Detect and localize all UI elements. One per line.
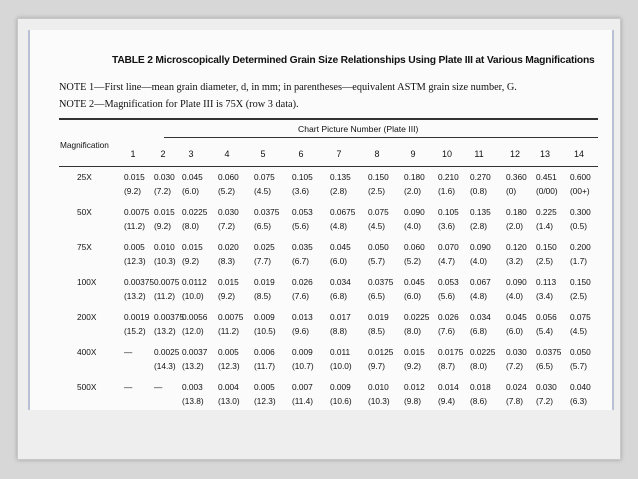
grain-diameter-cell: 0.180 — [506, 207, 527, 217]
grain-diameter-cell: 0.030 — [154, 172, 175, 182]
grain-diameter-cell: 0.0056 — [182, 312, 208, 322]
astm-number-cell: (15.2) — [124, 326, 146, 336]
grain-diameter-cell: 0.060 — [404, 242, 425, 252]
grain-diameter-cell: 0.075 — [570, 312, 591, 322]
column-number-10: 10 — [441, 149, 452, 159]
grain-diameter-cell: — — [154, 382, 163, 392]
astm-number-cell: (8.6) — [470, 396, 488, 406]
astm-number-cell: (9.2) — [154, 221, 172, 231]
column-number-8: 8 — [374, 149, 380, 159]
grain-diameter-cell: 0.030 — [218, 207, 239, 217]
grain-diameter-cell: 0.075 — [254, 172, 275, 182]
astm-number-cell: (8.7) — [438, 361, 456, 371]
astm-number-cell: (4.5) — [254, 186, 272, 196]
grain-diameter-cell: 0.015 — [218, 277, 239, 287]
astm-number-cell: (6.0) — [182, 186, 200, 196]
column-number-1: 1 — [130, 149, 136, 159]
astm-number-cell: (11.2) — [154, 291, 176, 301]
column-number-3: 3 — [188, 149, 194, 159]
astm-number-cell: (12.3) — [124, 256, 146, 266]
astm-number-cell: (4.0) — [506, 291, 524, 301]
grain-diameter-cell: 0.034 — [330, 277, 351, 287]
grain-diameter-cell: 0.0125 — [368, 347, 394, 357]
row-label-200x: 200X — [77, 312, 97, 322]
grain-diameter-cell: 0.024 — [506, 382, 527, 392]
grain-diameter-cell: 0.045 — [182, 172, 203, 182]
astm-number-cell: (3.4) — [536, 291, 554, 301]
row-label-25x: 25X — [77, 172, 92, 182]
astm-number-cell: (10.0) — [182, 291, 204, 301]
astm-number-cell: (6.5) — [536, 361, 554, 371]
astm-number-cell: (6.5) — [254, 221, 272, 231]
grain-diameter-cell: 0.225 — [536, 207, 557, 217]
column-number-4: 4 — [224, 149, 230, 159]
grain-diameter-cell: 0.053 — [438, 277, 459, 287]
astm-number-cell: (6.7) — [292, 256, 310, 266]
astm-number-cell: (9.6) — [292, 326, 310, 336]
grain-diameter-cell: 0.075 — [368, 207, 389, 217]
grain-diameter-cell: 0.200 — [570, 242, 591, 252]
row-label-400x: 400X — [77, 347, 97, 357]
astm-number-cell: (3.2) — [506, 256, 524, 266]
astm-number-cell: (3.6) — [292, 186, 310, 196]
astm-number-cell: (8.3) — [218, 256, 236, 266]
astm-number-cell: (7.2) — [506, 361, 524, 371]
astm-number-cell: (12.3) — [218, 361, 240, 371]
astm-number-cell: (9.2) — [124, 186, 142, 196]
grain-diameter-cell: 0.015 — [404, 347, 425, 357]
astm-number-cell: (10.5) — [254, 326, 276, 336]
grain-diameter-cell: 0.00375 — [154, 312, 184, 322]
astm-number-cell: (10.6) — [330, 396, 352, 406]
astm-number-cell: (12.3) — [254, 396, 276, 406]
grain-diameter-cell: 0.451 — [536, 172, 557, 182]
astm-number-cell: (2.5) — [570, 291, 588, 301]
grain-diameter-cell: 0.015 — [124, 172, 145, 182]
grain-diameter-cell: 0.045 — [506, 312, 527, 322]
grain-diameter-cell: 0.030 — [536, 382, 557, 392]
astm-number-cell: (6.0) — [404, 291, 422, 301]
grain-diameter-cell: 0.0025 — [154, 347, 180, 357]
grain-diameter-cell: 0.0225 — [470, 347, 496, 357]
column-number-6: 6 — [298, 149, 304, 159]
astm-number-cell: (0/00) — [536, 186, 558, 196]
grain-diameter-cell: 0.300 — [570, 207, 591, 217]
grain-diameter-cell: 0.0225 — [182, 207, 208, 217]
astm-number-cell: (11.2) — [218, 326, 240, 336]
astm-number-cell: (11.2) — [124, 221, 146, 231]
astm-number-cell: (5.6) — [292, 221, 310, 231]
grain-diameter-cell: 0.025 — [254, 242, 275, 252]
grain-diameter-cell: 0.020 — [218, 242, 239, 252]
astm-number-cell: (13.2) — [154, 326, 176, 336]
astm-number-cell: (9.2) — [182, 256, 200, 266]
astm-number-cell: (13.2) — [124, 291, 146, 301]
header-span-rule — [164, 137, 598, 138]
grain-diameter-cell: 0.360 — [506, 172, 527, 182]
astm-number-cell: (9.7) — [368, 361, 386, 371]
grain-diameter-cell: 0.005 — [218, 347, 239, 357]
grain-diameter-cell: 0.009 — [330, 382, 351, 392]
grain-diameter-cell: 0.009 — [254, 312, 275, 322]
astm-number-cell: (0.8) — [470, 186, 488, 196]
astm-number-cell: (6.0) — [506, 326, 524, 336]
grain-diameter-cell: 0.005 — [124, 242, 145, 252]
grain-diameter-cell: 0.015 — [182, 242, 203, 252]
astm-number-cell: (13.8) — [182, 396, 204, 406]
grain-diameter-cell: 0.035 — [292, 242, 313, 252]
table-top-rule — [59, 118, 598, 120]
astm-number-cell: (8.5) — [368, 326, 386, 336]
grain-diameter-cell: 0.105 — [438, 207, 459, 217]
astm-number-cell: (11.7) — [254, 361, 276, 371]
astm-number-cell: (8.0) — [470, 361, 488, 371]
astm-number-cell: (6.8) — [330, 291, 348, 301]
grain-diameter-cell: 0.040 — [570, 382, 591, 392]
grain-diameter-cell: 0.0375 — [536, 347, 562, 357]
astm-number-cell: (7.2) — [218, 221, 236, 231]
grain-diameter-cell: 0.090 — [470, 242, 491, 252]
astm-number-cell: (4.7) — [438, 256, 456, 266]
grain-diameter-cell: 0.0375 — [368, 277, 394, 287]
astm-number-cell: (8.8) — [330, 326, 348, 336]
column-number-5: 5 — [260, 149, 266, 159]
grain-diameter-cell: 0.0075 — [218, 312, 244, 322]
grain-diameter-cell: 0.150 — [570, 277, 591, 287]
grain-diameter-cell: 0.026 — [438, 312, 459, 322]
grain-diameter-cell: 0.113 — [536, 277, 557, 287]
astm-number-cell: (00+) — [570, 186, 590, 196]
grain-diameter-cell: 0.180 — [404, 172, 425, 182]
astm-number-cell: (7.2) — [536, 396, 554, 406]
grain-diameter-cell: 0.0675 — [330, 207, 356, 217]
column-number-11: 11 — [474, 149, 484, 159]
grain-diameter-cell: 0.006 — [254, 347, 275, 357]
astm-number-cell: (10.3) — [154, 256, 176, 266]
astm-number-cell: (5.7) — [570, 361, 588, 371]
note-1: NOTE 1—First line—mean grain diameter, d, in mm; in parentheses—equivalent ASTM grain size number, G. — [59, 82, 517, 93]
header-bottom-rule — [59, 166, 598, 167]
astm-number-cell: (1.6) — [438, 186, 456, 196]
magnification-header: Magnification — [60, 140, 109, 150]
grain-diameter-cell: 0.090 — [404, 207, 425, 217]
column-number-14: 14 — [573, 149, 584, 159]
row-label-100x: 100X — [77, 277, 97, 287]
grain-diameter-cell: 0.067 — [470, 277, 491, 287]
grain-diameter-cell: 0.0075 — [154, 277, 180, 287]
astm-number-cell: (5.2) — [404, 256, 422, 266]
grain-diameter-cell: 0.026 — [292, 277, 313, 287]
grain-diameter-cell: 0.105 — [292, 172, 313, 182]
astm-number-cell: (0.5) — [570, 221, 588, 231]
grain-diameter-cell: 0.012 — [404, 382, 425, 392]
astm-number-cell: (2.0) — [506, 221, 524, 231]
grain-diameter-cell: 0.019 — [254, 277, 275, 287]
astm-number-cell: (9.8) — [404, 396, 422, 406]
grain-diameter-cell: 0.270 — [470, 172, 491, 182]
astm-number-cell: (7.7) — [254, 256, 272, 266]
grain-diameter-cell: 0.0019 — [124, 312, 150, 322]
grain-diameter-cell: 0.060 — [218, 172, 239, 182]
astm-number-cell: (13.0) — [218, 396, 240, 406]
astm-number-cell: (10.3) — [368, 396, 390, 406]
astm-number-cell: (6.0) — [330, 256, 348, 266]
column-number-2: 2 — [160, 149, 166, 159]
astm-number-cell: (4.0) — [404, 221, 422, 231]
grain-diameter-cell: 0.034 — [470, 312, 491, 322]
astm-number-cell: (7.6) — [292, 291, 310, 301]
column-number-13: 13 — [539, 149, 550, 159]
astm-number-cell: (4.5) — [570, 326, 588, 336]
grain-diameter-cell: 0.010 — [368, 382, 389, 392]
astm-number-cell: (4.5) — [368, 221, 386, 231]
grain-diameter-cell: 0.056 — [536, 312, 557, 322]
astm-number-cell: (10.0) — [330, 361, 352, 371]
grain-diameter-cell: 0.600 — [570, 172, 591, 182]
scanned-table-image — [28, 30, 614, 410]
astm-number-cell: (5.6) — [438, 291, 456, 301]
astm-number-cell: (11.4) — [292, 396, 314, 406]
astm-number-cell: (2.8) — [470, 221, 488, 231]
grain-diameter-cell: 0.0112 — [182, 277, 207, 287]
grain-diameter-cell: 0.0375 — [254, 207, 280, 217]
astm-number-cell: (4.0) — [470, 256, 488, 266]
astm-number-cell: (1.4) — [536, 221, 554, 231]
column-number-7: 7 — [336, 149, 342, 159]
grain-diameter-cell: 0.003 — [182, 382, 203, 392]
grain-diameter-cell: 0.150 — [368, 172, 389, 182]
astm-number-cell: (3.6) — [438, 221, 456, 231]
grain-diameter-cell: 0.0075 — [124, 207, 150, 217]
astm-number-cell: (14.3) — [154, 361, 176, 371]
grain-diameter-cell: 0.009 — [292, 347, 313, 357]
astm-number-cell: (8.0) — [404, 326, 422, 336]
grain-diameter-cell: 0.210 — [438, 172, 459, 182]
astm-number-cell: (8.5) — [254, 291, 272, 301]
astm-number-cell: (2.0) — [404, 186, 422, 196]
grain-diameter-cell: 0.011 — [330, 347, 351, 357]
astm-number-cell: (9.2) — [404, 361, 422, 371]
astm-number-cell: (6.3) — [570, 396, 588, 406]
grain-diameter-cell: 0.045 — [330, 242, 351, 252]
column-number-9: 9 — [410, 149, 416, 159]
astm-number-cell: (7.8) — [506, 396, 524, 406]
grain-diameter-cell: 0.013 — [292, 312, 313, 322]
grain-diameter-cell: 0.00375 — [124, 277, 154, 287]
astm-number-cell: (9.4) — [438, 396, 456, 406]
table-title: TABLE 2 Microscopically Determined Grain Size Relationships Using Plate III at Various Magnifications — [112, 55, 595, 66]
grain-diameter-cell: 0.050 — [570, 347, 591, 357]
grain-diameter-cell: — — [124, 347, 133, 357]
grain-diameter-cell: 0.0175 — [438, 347, 464, 357]
astm-number-cell: (2.5) — [536, 256, 554, 266]
grain-diameter-cell: 0.014 — [438, 382, 459, 392]
grain-diameter-cell: 0.030 — [506, 347, 527, 357]
astm-number-cell: (6.8) — [470, 326, 488, 336]
grain-diameter-cell: — — [124, 382, 133, 392]
astm-number-cell: (7.2) — [154, 186, 172, 196]
grain-diameter-cell: 0.135 — [470, 207, 491, 217]
astm-number-cell: (6.5) — [368, 291, 386, 301]
grain-diameter-cell: 0.050 — [368, 242, 389, 252]
grain-diameter-cell: 0.010 — [154, 242, 175, 252]
grain-diameter-cell: 0.090 — [506, 277, 527, 287]
grain-diameter-cell: 0.053 — [292, 207, 313, 217]
grain-diameter-cell: 0.005 — [254, 382, 275, 392]
row-label-500x: 500X — [77, 382, 97, 392]
grain-diameter-cell: 0.019 — [368, 312, 389, 322]
astm-number-cell: (2.8) — [330, 186, 348, 196]
grain-diameter-cell: 0.045 — [404, 277, 425, 287]
grain-diameter-cell: 0.120 — [506, 242, 527, 252]
note-2: NOTE 2—Magnification for Plate III is 75X (row 3 data). — [59, 99, 299, 110]
astm-number-cell: (12.0) — [182, 326, 204, 336]
astm-number-cell: (1.7) — [570, 256, 588, 266]
grain-diameter-cell: 0.150 — [536, 242, 557, 252]
astm-number-cell: (2.5) — [368, 186, 386, 196]
astm-number-cell: (4.8) — [330, 221, 348, 231]
astm-number-cell: (13.2) — [182, 361, 204, 371]
row-label-50x: 50X — [77, 207, 92, 217]
astm-number-cell: (10.7) — [292, 361, 314, 371]
astm-number-cell: (5.7) — [368, 256, 386, 266]
astm-number-cell: (4.8) — [470, 291, 488, 301]
grain-diameter-cell: 0.070 — [438, 242, 459, 252]
chart-picture-header: Chart Picture Number (Plate III) — [298, 124, 419, 134]
grain-diameter-cell: 0.015 — [154, 207, 175, 217]
grain-diameter-cell: 0.007 — [292, 382, 313, 392]
grain-diameter-cell: 0.017 — [330, 312, 351, 322]
astm-number-cell: (5.4) — [536, 326, 554, 336]
astm-number-cell: (8.0) — [182, 221, 200, 231]
row-label-75x: 75X — [77, 242, 92, 252]
astm-number-cell: (9.2) — [218, 291, 236, 301]
grain-diameter-cell: 0.0225 — [404, 312, 430, 322]
grain-diameter-cell: 0.135 — [330, 172, 351, 182]
astm-number-cell: (5.2) — [218, 186, 236, 196]
column-number-12: 12 — [509, 149, 520, 159]
astm-number-cell: (0) — [506, 186, 517, 196]
grain-diameter-cell: 0.018 — [470, 382, 491, 392]
astm-number-cell: (7.6) — [438, 326, 456, 336]
grain-diameter-cell: 0.0037 — [182, 347, 208, 357]
grain-diameter-cell: 0.004 — [218, 382, 239, 392]
